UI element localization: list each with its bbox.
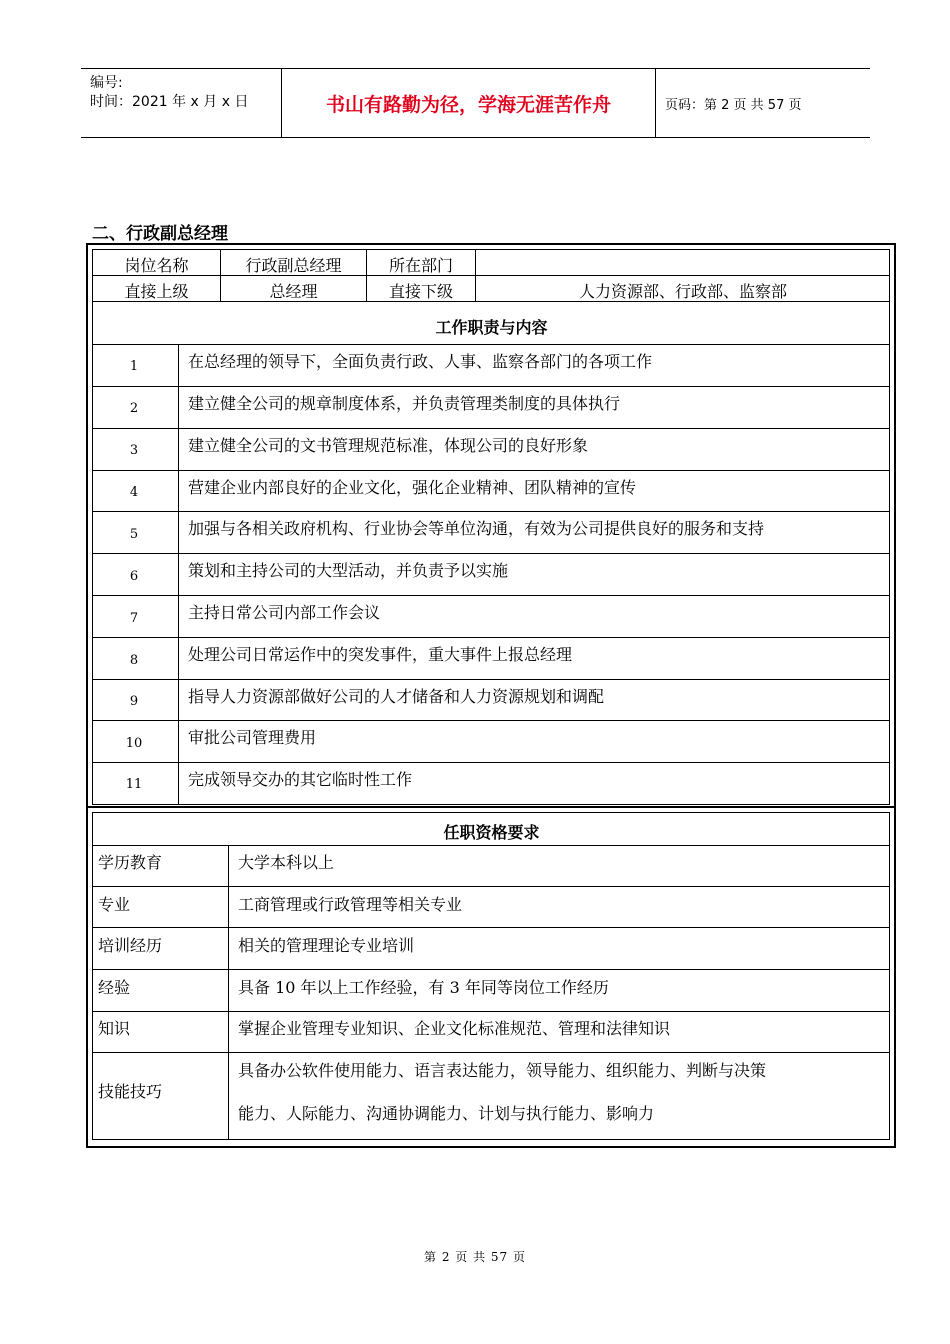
row-divider: [92, 720, 890, 721]
row-divider: [92, 470, 890, 471]
duty-text: 完成领导交办的其它临时性工作: [188, 770, 413, 789]
qualifications-title: 任职资格要求: [443, 823, 540, 842]
superior-label: 直接上级: [124, 282, 189, 301]
duty-number: 3: [129, 443, 139, 458]
duty-text: 审批公司管理费用: [188, 728, 317, 747]
motto-text: 书山有路勤为径，学海无涯苦作舟: [325, 94, 611, 116]
header-motto-cell: [281, 69, 656, 137]
duty-text: 指导人力资源部做好公司的人才储备和人力资源规划和调配: [188, 687, 605, 706]
skills-value-line2: 能力、人际能力、沟通协调能力、计划与执行能力、影响力: [238, 1104, 655, 1123]
row-divider: [92, 762, 890, 763]
subordinate-value: 人力资源部、行政部、监察部: [578, 282, 787, 301]
row-divider: [92, 845, 890, 846]
major-label: 专业: [98, 895, 131, 914]
row-divider: [92, 927, 890, 928]
position-name-label: 岗位名称: [124, 256, 189, 275]
row-divider: [92, 553, 890, 554]
row-divider: [92, 344, 890, 345]
knowledge-label: 知识: [98, 1019, 131, 1038]
duty-text: 加强与各相关政府机构、行业协会等单位沟通，有效为公司提供良好的服务和支持: [188, 519, 765, 538]
education-value: 大学本科以上: [238, 853, 335, 872]
duty-text: 策划和主持公司的大型活动，并负责予以实施: [188, 561, 509, 580]
experience-label: 经验: [98, 978, 131, 997]
duty-number: 8: [129, 653, 139, 668]
duty-number: 10: [125, 736, 143, 751]
position-name-value: 行政副总经理: [245, 256, 342, 275]
duty-text: 主持日常公司内部工作会议: [188, 603, 381, 622]
training-label: 培训经历: [98, 936, 163, 955]
duty-text: 在总经理的领导下，全面负责行政、人事、监察各部门的各项工作: [188, 352, 653, 371]
header-page-cell: [655, 69, 870, 137]
page-footer: 第 2 页 共 57 页: [424, 1250, 526, 1264]
skills-label: 技能技巧: [98, 1082, 163, 1101]
section-title: 二、行政副总经理: [92, 224, 228, 244]
col-divider: [228, 845, 229, 1140]
department-label: 所在部门: [388, 256, 453, 275]
experience-value: 具备 10 年以上工作经验，有 3 年同等岗位工作经历: [238, 978, 609, 997]
time-label: 时间：2021 年 x 月 x 日: [90, 94, 249, 110]
knowledge-value: 掌握企业管理专业知识、企业文化标准规范、管理和法律知识: [238, 1019, 671, 1038]
row-divider: [92, 386, 890, 387]
row-divider: [92, 637, 890, 638]
row-divider: [92, 428, 890, 429]
duty-text: 建立健全公司的规章制度体系，并负责管理类制度的具体执行: [188, 394, 621, 413]
document-header: [81, 68, 870, 138]
code-label: 编号:: [90, 75, 123, 91]
duties-title: 工作职责与内容: [435, 318, 548, 337]
major-value: 工商管理或行政管理等相关专业: [238, 895, 463, 914]
row-divider: [92, 679, 890, 680]
row-divider: [92, 1011, 890, 1012]
duty-number: 11: [125, 777, 143, 792]
duty-text: 处理公司日常运作中的突发事件，重大事件上报总经理: [188, 645, 573, 664]
duty-text: 营建企业内部良好的企业文化，强化企业精神、团队精神的宣传: [188, 478, 637, 497]
subordinate-label: 直接下级: [388, 282, 453, 301]
duty-number: 1: [129, 359, 139, 374]
superior-value: 总经理: [269, 282, 318, 301]
duty-number: 2: [129, 401, 139, 416]
education-label: 学历教育: [98, 853, 163, 872]
row-divider: [92, 511, 890, 512]
duty-text: 建立健全公司的文书管理规范标准，体现公司的良好形象: [188, 436, 589, 455]
row-divider: [92, 969, 890, 970]
col-divider: [178, 344, 179, 805]
training-value: 相关的管理理论专业培训: [238, 936, 415, 955]
duty-number: 9: [129, 694, 139, 709]
duty-number: 6: [129, 569, 139, 584]
row-divider: [92, 595, 890, 596]
duty-number: 4: [129, 485, 139, 500]
row-divider: [92, 1052, 890, 1053]
duty-number: 5: [129, 527, 139, 542]
row-divider: [92, 886, 890, 887]
duty-number: 7: [129, 611, 139, 626]
header-meta-cell: [81, 69, 281, 137]
page-info: 页码：第 2 页 共 57 页: [665, 98, 802, 113]
skills-value-line1: 具备办公软件使用能力、语言表达能力，领导能力、组织能力、判断与决策: [238, 1061, 767, 1080]
